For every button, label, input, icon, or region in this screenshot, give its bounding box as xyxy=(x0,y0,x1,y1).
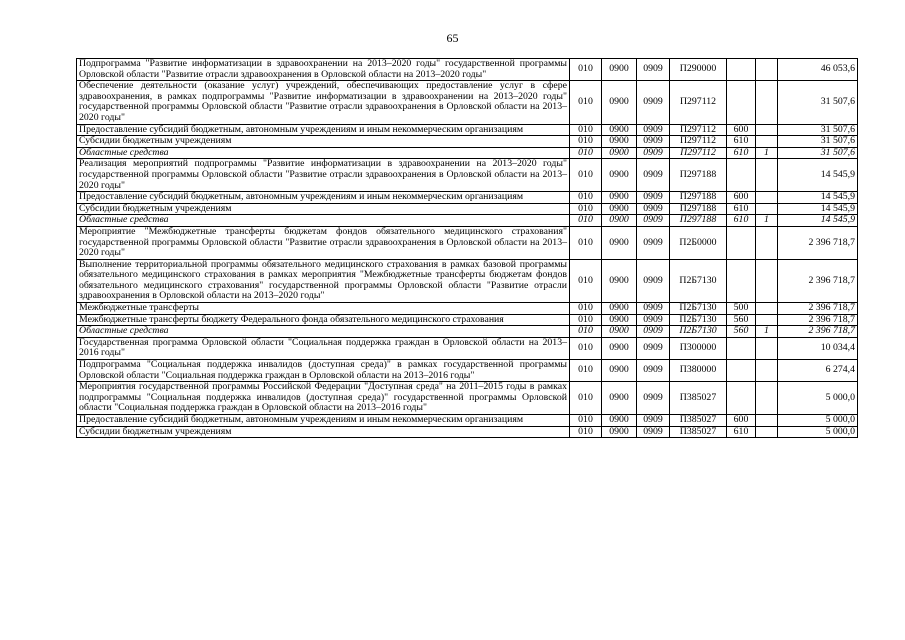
row-subsection-code: 0909 xyxy=(637,59,670,81)
row-expense-type-code: 610 xyxy=(727,147,756,159)
row-section-code: 0900 xyxy=(602,159,637,192)
row-expense-type-code: 560 xyxy=(727,314,756,326)
row-expense-type-code xyxy=(727,81,756,124)
row-ministry-code: 010 xyxy=(570,136,602,148)
row-amount: 31 507,6 xyxy=(778,124,858,136)
row-ministry-code: 010 xyxy=(570,259,602,302)
table-row xyxy=(77,203,858,215)
row-subsection-code: 0909 xyxy=(637,226,670,259)
row-expense-type-code: 610 xyxy=(727,426,756,438)
row-funding-source-code xyxy=(756,426,778,438)
row-target-article-code: П297188 xyxy=(670,159,727,192)
row-ministry-code: 010 xyxy=(570,215,602,227)
table-row xyxy=(77,136,858,148)
table-row xyxy=(77,337,858,359)
row-funding-source-code: 1 xyxy=(756,215,778,227)
row-target-article-code: П297112 xyxy=(670,81,727,124)
row-ministry-code: 010 xyxy=(570,81,602,124)
row-ministry-code: 010 xyxy=(570,415,602,427)
row-target-article-code: П2Б7130 xyxy=(670,314,727,326)
row-funding-source-code xyxy=(756,192,778,204)
row-amount: 31 507,6 xyxy=(778,136,858,148)
row-section-code: 0900 xyxy=(602,215,637,227)
row-ministry-code: 010 xyxy=(570,360,602,382)
row-name: Областные средства xyxy=(77,326,570,338)
row-target-article-code: П2Б7130 xyxy=(670,259,727,302)
row-subsection-code: 0909 xyxy=(637,147,670,159)
row-subsection-code: 0909 xyxy=(637,326,670,338)
table-row xyxy=(77,326,858,338)
row-section-code: 0900 xyxy=(602,415,637,427)
budget-table xyxy=(76,58,858,438)
row-amount: 31 507,6 xyxy=(778,147,858,159)
row-subsection-code: 0909 xyxy=(637,259,670,302)
table-row xyxy=(77,259,858,302)
row-name: Субсидии бюджетным учреждениям xyxy=(77,136,570,148)
row-name: Предоставление субсидий бюджетным, автономным учреждениям и иным некоммерческим организациям xyxy=(77,192,570,204)
row-subsection-code: 0909 xyxy=(637,360,670,382)
row-target-article-code: П297112 xyxy=(670,136,727,148)
row-expense-type-code: 600 xyxy=(727,192,756,204)
row-ministry-code: 010 xyxy=(570,314,602,326)
row-section-code: 0900 xyxy=(602,337,637,359)
row-expense-type-code: 610 xyxy=(727,203,756,215)
row-section-code: 0900 xyxy=(602,226,637,259)
row-section-code: 0900 xyxy=(602,147,637,159)
row-section-code: 0900 xyxy=(602,382,637,415)
row-target-article-code: П297188 xyxy=(670,192,727,204)
row-name: Субсидии бюджетным учреждениям xyxy=(77,426,570,438)
row-name: Государственная программа Орловской области "Социальная поддержка граждан в Орловской области на 2013–2016 годы" xyxy=(77,337,570,359)
table-row xyxy=(77,159,858,192)
row-ministry-code: 010 xyxy=(570,124,602,136)
row-section-code: 0900 xyxy=(602,203,637,215)
row-name: Подпрограмма "Социальная поддержка инвалидов (доступная среда)" в рамках государственной программы Орловской области "Социальная поддержка граждан в Орловской области на 2013–2016 годы" xyxy=(77,360,570,382)
row-name: Межбюджетные трансферты xyxy=(77,303,570,315)
row-target-article-code: П385027 xyxy=(670,382,727,415)
row-name: Межбюджетные трансферты бюджету Федерального фонда обязательного медицинского страхования xyxy=(77,314,570,326)
row-amount: 5 000,0 xyxy=(778,415,858,427)
row-funding-source-code xyxy=(756,415,778,427)
row-subsection-code: 0909 xyxy=(637,203,670,215)
row-ministry-code: 010 xyxy=(570,382,602,415)
row-funding-source-code xyxy=(756,360,778,382)
row-funding-source-code xyxy=(756,337,778,359)
row-ministry-code: 010 xyxy=(570,159,602,192)
row-subsection-code: 0909 xyxy=(637,215,670,227)
row-target-article-code: П2Б0000 xyxy=(670,226,727,259)
row-target-article-code: П300000 xyxy=(670,337,727,359)
row-funding-source-code xyxy=(756,136,778,148)
row-funding-source-code xyxy=(756,314,778,326)
row-name: Мероприятие "Межбюджетные трансферты бюджетам фондов обязательного медицинского страхования" государственной программы Орловской области "Развитие отрасли здравоохранения в Орловской области на 2013–2020 годы" xyxy=(77,226,570,259)
row-amount: 46 053,6 xyxy=(778,59,858,81)
row-expense-type-code xyxy=(727,226,756,259)
row-target-article-code: П2Б7130 xyxy=(670,326,727,338)
row-expense-type-code xyxy=(727,259,756,302)
table-row xyxy=(77,303,858,315)
row-amount: 14 545,9 xyxy=(778,159,858,192)
row-ministry-code: 010 xyxy=(570,147,602,159)
row-expense-type-code xyxy=(727,337,756,359)
row-target-article-code: П297188 xyxy=(670,203,727,215)
row-name: Мероприятия государственной программы Российской Федерации "Доступная среда" на 2011–2015 годы в рамках подпрограммы "Социальная поддержка инвалидов (доступная среда)" государственной программы Орловской области "Социальная поддержка граждан в Орловской области на 2013–2016 годы" xyxy=(77,382,570,415)
row-funding-source-code xyxy=(756,81,778,124)
page-number: 65 xyxy=(446,31,459,45)
row-funding-source-code xyxy=(756,303,778,315)
row-ministry-code: 010 xyxy=(570,59,602,81)
table-row xyxy=(77,124,858,136)
row-section-code: 0900 xyxy=(602,124,637,136)
row-target-article-code: П297112 xyxy=(670,124,727,136)
row-funding-source-code xyxy=(756,159,778,192)
row-ministry-code: 010 xyxy=(570,226,602,259)
row-expense-type-code: 610 xyxy=(727,215,756,227)
table-row xyxy=(77,382,858,415)
row-amount: 2 396 718,7 xyxy=(778,314,858,326)
row-ministry-code: 010 xyxy=(570,426,602,438)
row-funding-source-code xyxy=(756,259,778,302)
row-expense-type-code xyxy=(727,159,756,192)
row-amount: 14 545,9 xyxy=(778,203,858,215)
row-ministry-code: 010 xyxy=(570,337,602,359)
row-target-article-code: П2Б7130 xyxy=(670,303,727,315)
row-subsection-code: 0909 xyxy=(637,303,670,315)
row-expense-type-code: 600 xyxy=(727,415,756,427)
row-expense-type-code: 610 xyxy=(727,136,756,148)
row-subsection-code: 0909 xyxy=(637,192,670,204)
budget-table-body xyxy=(77,59,858,438)
row-funding-source-code: 1 xyxy=(756,326,778,338)
row-section-code: 0900 xyxy=(602,426,637,438)
row-funding-source-code xyxy=(756,124,778,136)
row-funding-source-code xyxy=(756,59,778,81)
row-subsection-code: 0909 xyxy=(637,382,670,415)
table-row xyxy=(77,226,858,259)
row-expense-type-code xyxy=(727,360,756,382)
table-row xyxy=(77,59,858,81)
table-row xyxy=(77,415,858,427)
row-subsection-code: 0909 xyxy=(637,337,670,359)
row-name: Областные средства xyxy=(77,215,570,227)
row-amount: 5 000,0 xyxy=(778,426,858,438)
row-target-article-code: П290000 xyxy=(670,59,727,81)
row-funding-source-code xyxy=(756,226,778,259)
row-subsection-code: 0909 xyxy=(637,124,670,136)
row-amount: 31 507,6 xyxy=(778,81,858,124)
row-funding-source-code xyxy=(756,382,778,415)
row-expense-type-code xyxy=(727,59,756,81)
row-ministry-code: 010 xyxy=(570,192,602,204)
row-subsection-code: 0909 xyxy=(637,314,670,326)
row-funding-source-code: 1 xyxy=(756,147,778,159)
row-target-article-code: П380000 xyxy=(670,360,727,382)
row-name: Обеспечение деятельности (оказание услуг) учреждений, обеспечивающих предоставление услуг в сфере здравоохранения, в рамках подпрограммы "Развитие информатизации в здравоохранении на 2013–2020 годы" государственной программы Орловской области "Развитие отрасли здравоохранения в Орловской области на 2013–2020 годы" xyxy=(77,81,570,124)
row-subsection-code: 0909 xyxy=(637,136,670,148)
row-name: Областные средства xyxy=(77,147,570,159)
row-amount: 10 034,4 xyxy=(778,337,858,359)
row-name: Предоставление субсидий бюджетным, автономным учреждениям и иным некоммерческим организациям xyxy=(77,415,570,427)
row-amount: 14 545,9 xyxy=(778,215,858,227)
table-row xyxy=(77,147,858,159)
table-row xyxy=(77,81,858,124)
table-row xyxy=(77,426,858,438)
row-expense-type-code: 560 xyxy=(727,326,756,338)
row-ministry-code: 010 xyxy=(570,326,602,338)
row-ministry-code: 010 xyxy=(570,303,602,315)
row-name: Предоставление субсидий бюджетным, автономным учреждениям и иным некоммерческим организациям xyxy=(77,124,570,136)
row-section-code: 0900 xyxy=(602,259,637,302)
row-amount: 2 396 718,7 xyxy=(778,259,858,302)
row-expense-type-code: 600 xyxy=(727,124,756,136)
row-amount: 2 396 718,7 xyxy=(778,303,858,315)
row-target-article-code: П297112 xyxy=(670,147,727,159)
row-subsection-code: 0909 xyxy=(637,415,670,427)
row-amount: 2 396 718,7 xyxy=(778,226,858,259)
row-section-code: 0900 xyxy=(602,360,637,382)
row-amount: 6 274,4 xyxy=(778,360,858,382)
row-section-code: 0900 xyxy=(602,303,637,315)
row-name: Реализация мероприятий подпрограммы "Развитие информатизации в здравоохранении на 2013–2020 годы" государственной программы Орловской области "Развитие отрасли здравоохранения в Орловской области на 2013–2020 годы" xyxy=(77,159,570,192)
row-section-code: 0900 xyxy=(602,59,637,81)
table-row xyxy=(77,314,858,326)
row-name: Подпрограмма "Развитие информатизации в здравоохранении на 2013–2020 годы" государственной программы Орловской области "Развитие отрасли здравоохранения в Орловской области на 2013–2020 годы" xyxy=(77,59,570,81)
row-amount: 5 000,0 xyxy=(778,382,858,415)
table-row xyxy=(77,192,858,204)
row-section-code: 0900 xyxy=(602,81,637,124)
row-name: Выполнение территориальной программы обязательного медицинского страхования в рамках базовой программы обязательного медицинского страхования в рамках мероприятия "Межбюджетные трансферты бюджетам фондов обязательного медицинского страхования" государственной программы Орловской области "Развитие отрасли здравоохранения в Орловской области на 2013–2020 годы" xyxy=(77,259,570,302)
row-target-article-code: П385027 xyxy=(670,426,727,438)
row-expense-type-code xyxy=(727,382,756,415)
row-amount: 2 396 718,7 xyxy=(778,326,858,338)
row-subsection-code: 0909 xyxy=(637,81,670,124)
row-ministry-code: 010 xyxy=(570,203,602,215)
row-target-article-code: П385027 xyxy=(670,415,727,427)
row-subsection-code: 0909 xyxy=(637,159,670,192)
table-row xyxy=(77,360,858,382)
row-subsection-code: 0909 xyxy=(637,426,670,438)
row-amount: 14 545,9 xyxy=(778,192,858,204)
row-target-article-code: П297188 xyxy=(670,215,727,227)
row-expense-type-code: 500 xyxy=(727,303,756,315)
row-section-code: 0900 xyxy=(602,192,637,204)
table-row xyxy=(77,215,858,227)
row-section-code: 0900 xyxy=(602,314,637,326)
row-section-code: 0900 xyxy=(602,326,637,338)
row-funding-source-code xyxy=(756,203,778,215)
row-name: Субсидии бюджетным учреждениям xyxy=(77,203,570,215)
row-section-code: 0900 xyxy=(602,136,637,148)
